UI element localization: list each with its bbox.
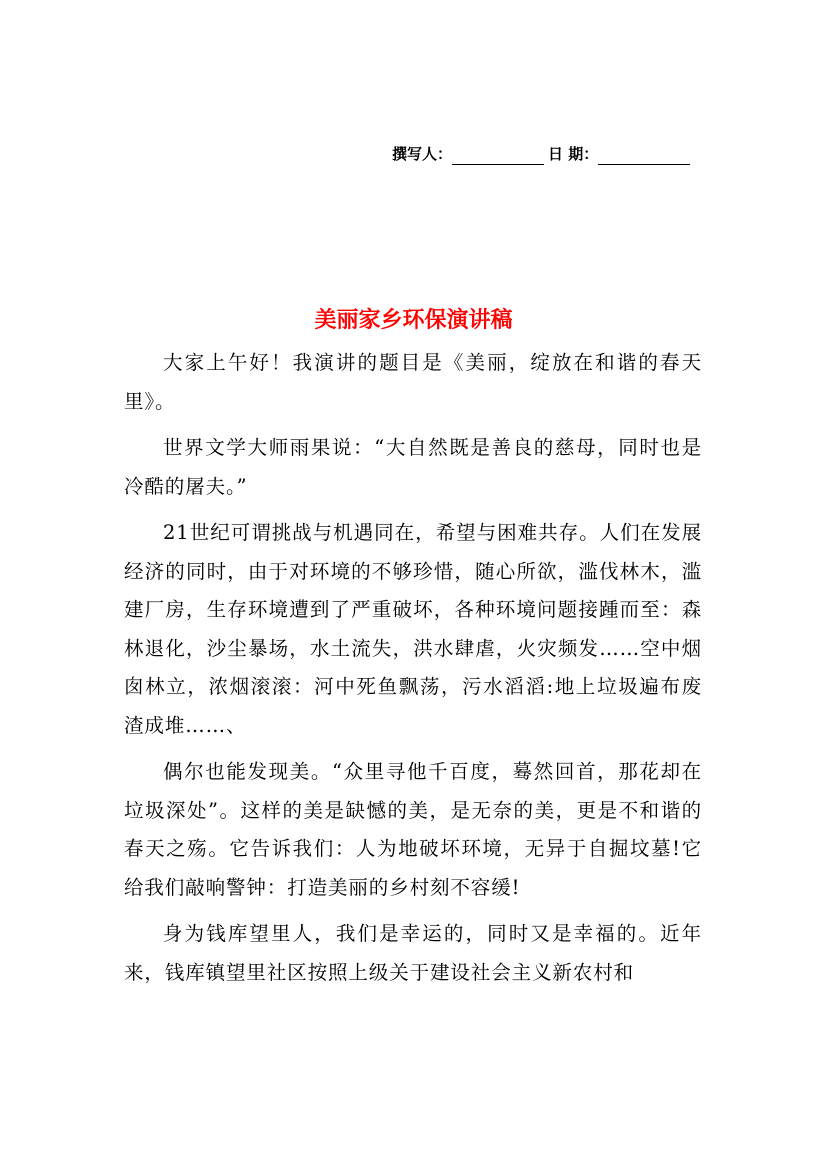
author-label: 撰写人：: [392, 145, 453, 163]
paragraph: 大家上午好！我演讲的题目是《美丽，绽放在和谐的春天里》。: [124, 351, 702, 413]
paragraph: 偶尔也能发现美。“众里寻他千百度，蓦然回首，那花却在垃圾深处”。这样的美是缺憾的美，是无奈的美，更是不和谐的春天之殇。它告诉我们：人为地破坏环境，无异于自掘坟墓!它给我们敲响警钟：打造美丽的乡村刻不容缓!: [124, 760, 702, 899]
paragraph: 身为钱库望里人，我们是幸运的，同时又是幸福的。近年来，钱库镇望里社区按照上级关于建设社会主义新农村和: [124, 922, 702, 984]
document-title: 美丽家乡环保演讲稿: [314, 308, 513, 333]
paragraph: 21世纪可谓挑战与机遇同在，希望与困难共存。人们在发展经济的同时，由于对环境的不够珍惜，随心所欲，滥伐林木，滥建厂房，生存环境遭到了严重破坏，各种环境问题接踵而至：森林退化，沙尘暴场，水土流失，洪水肆虐，火灾频发……空中烟囱林立，浓烟滚滚：河中死鱼飘荡，污水滔滔:地上垃圾遍布废渣成堆……、: [124, 521, 702, 737]
author-date-line: [392, 143, 712, 165]
document-body: [124, 344, 702, 1000]
date-label: 日 期：: [548, 145, 599, 163]
author-blank: [452, 147, 544, 165]
date-blank: [598, 147, 690, 165]
paragraph: 世界文学大师雨果说：“大自然既是善良的慈母，同时也是冷酷的屠夫。”: [124, 436, 702, 498]
